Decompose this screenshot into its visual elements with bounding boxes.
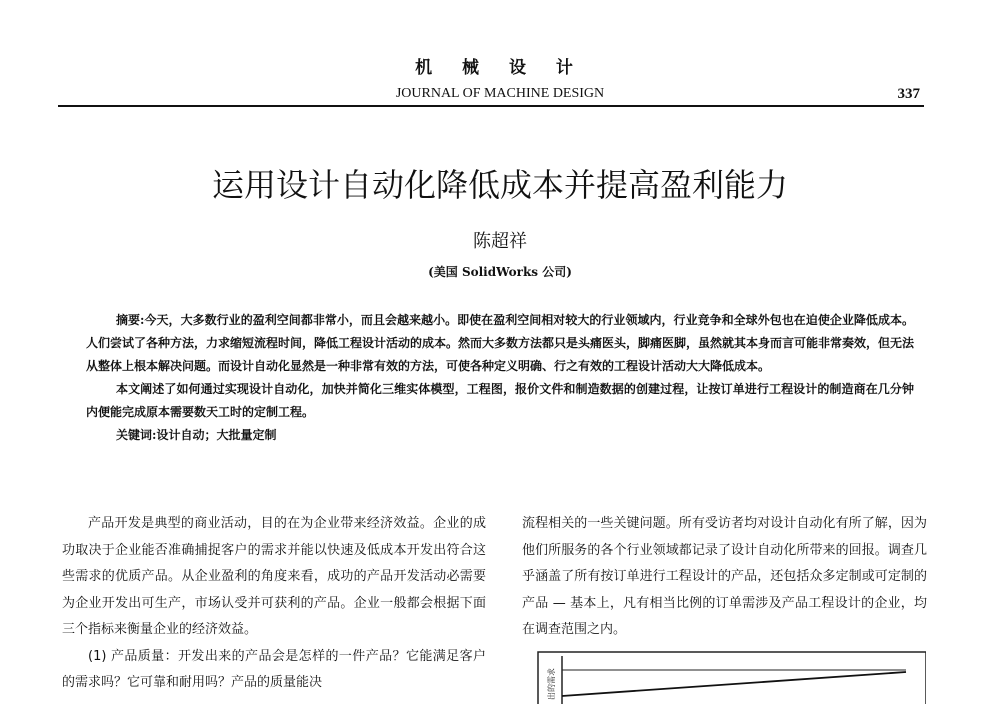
body-paragraph: 产品开发是典型的商业活动，目的在为企业带来经济效益。企业的成功取决于企业能否准确捕捉客户的需求并能以快速及低成本开发出符合这些需求的优质产品。从企业盈利的角度来看，成功的产品开发活动必需要为企业开发出可生产，市场认受并可获利的产品。企业一般都会根据下面三个指标来衡量企业的经济效益。 xyxy=(62,516,486,637)
journal-name-english: JOURNAL OF MACHINE DESIGN xyxy=(395,86,605,101)
figure-y-axis-label: 出的需求 xyxy=(547,668,556,700)
keywords-text: 设计自动；大批量定制 xyxy=(156,428,277,442)
body-column-left xyxy=(62,511,486,697)
body-paragraph: 流程相关的一些关键问题。所有受访者均对设计自动化有所了解，因为他们所服务的各个行业领域都记录了设计自动化所带来的回报。调查几乎涵盖了所有按订单进行工程设计的产品，还包括众多定制或可定制的产品 — 基本上，凡有相当比例的订单需涉及产品工程设计的企业，均在调查范围之内。 xyxy=(522,516,927,637)
keywords-line xyxy=(86,424,914,447)
journal-name-chinese: 机 械 设 计 xyxy=(415,58,585,78)
body-column-right xyxy=(522,511,927,644)
figure-frame xyxy=(538,652,926,704)
figure-trend-line xyxy=(562,672,906,696)
abstract-paragraph-1 xyxy=(86,309,914,378)
abstract xyxy=(86,309,914,447)
abstract-paragraph-2: 本文阐述了如何通过实现设计自动化，加快并简化三维实体模型，工程图，报价文件和制造数据的创建过程，让按订单进行工程设计的制造商在几分钟内便能完成原本需要数天工时的定制工程。 xyxy=(86,382,914,419)
header-rule xyxy=(58,105,924,107)
page-number: 337 xyxy=(897,86,920,102)
abstract-label: 摘要: xyxy=(116,313,145,327)
author-affiliation: (美国 SolidWorks 公司) xyxy=(428,265,572,279)
article-title: 运用设计自动化降低成本并提高盈利能力 xyxy=(211,166,788,204)
author-name: 陈超祥 xyxy=(473,231,527,252)
keywords-label: 关键词: xyxy=(116,428,157,442)
body-paragraph: (1) 产品质量：开发出来的产品会是怎样的一件产品？它能满足客户的需求吗？它可靠和耐用吗？产品的质量能决 xyxy=(62,648,486,690)
figure-chart xyxy=(506,648,926,704)
abstract-text-1: 今天，大多数行业的盈利空间都非常小，而且会越来越小。即使在盈利空间相对较大的行业领域内，行业竞争和全球外包也在迫使企业降低成本。人们尝试了各种方法，力求缩短流程时间，降低工程设计活动的成本。然而大多数方法都只是头痛医头，脚痛医脚，虽然就其本身而言可能非常奏效，但无法从整体上根本解决问题。而设计自动化显然是一种非常有效的方法，可使各种定义明确、行之有效的工程设计活动大大降低成本。 xyxy=(86,313,915,373)
